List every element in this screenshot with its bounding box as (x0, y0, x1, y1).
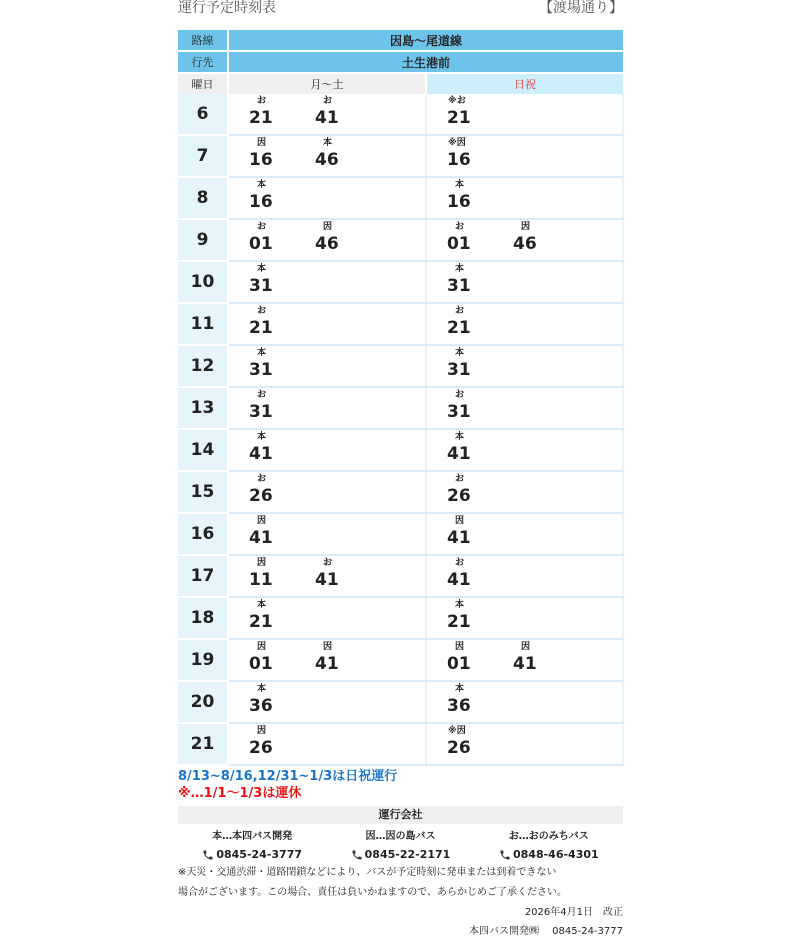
departure (249, 346, 315, 380)
departure-minute: 21 (447, 318, 471, 338)
departure (249, 556, 315, 590)
weekday-departures (228, 723, 426, 765)
operator-name: お…おのみちバス (508, 831, 589, 842)
operator-mark: 因 (521, 642, 531, 652)
page-title: 運行予定時刻表 (178, 0, 276, 16)
phone-icon (202, 849, 214, 861)
phone-icon (499, 849, 511, 861)
departure-minute: 31 (447, 276, 471, 296)
departure-minute: 01 (447, 654, 471, 674)
departure-minute: 21 (447, 108, 471, 128)
departure-minute: 21 (249, 318, 273, 338)
departure-minute: 46 (315, 234, 339, 254)
disclaimer (178, 863, 623, 903)
hour-cell: 17 (178, 555, 228, 597)
departure-minute: 41 (315, 570, 339, 590)
departure (315, 136, 381, 170)
hour-row (178, 429, 623, 471)
departure-minute: 21 (249, 108, 273, 128)
operator-mark: ※因 (448, 726, 466, 736)
departure (249, 430, 315, 464)
departure (447, 304, 513, 338)
operator-onomichi (499, 827, 599, 861)
holiday-departures (426, 261, 623, 303)
departure-minute: 16 (447, 192, 471, 212)
operator-mark: 因 (323, 642, 333, 652)
operator-mark: お (455, 390, 465, 400)
departure-minute: 01 (249, 234, 273, 254)
hour-cell: 6 (178, 94, 228, 135)
operator-innoshima (351, 827, 451, 861)
hour-row (178, 219, 623, 261)
departure-minute: 31 (249, 402, 273, 422)
weekday-departures (228, 345, 426, 387)
hour-cell: 15 (178, 471, 228, 513)
hour-cell: 9 (178, 219, 228, 261)
departure-minute: 41 (447, 528, 471, 548)
operator-mark: お (455, 222, 465, 232)
holiday-departures (426, 555, 623, 597)
operator-mark: お (257, 474, 267, 484)
operator-mark: お (257, 222, 267, 232)
weekday-departures (228, 555, 426, 597)
holiday-departures (426, 303, 623, 345)
departure-minute: 16 (249, 150, 273, 170)
departure-minute: 01 (249, 654, 273, 674)
destination-value: 土生港前 (228, 51, 623, 73)
weekday-departures (228, 597, 426, 639)
operators-list (178, 827, 623, 861)
departure (249, 94, 315, 128)
hour-row (178, 387, 623, 429)
departure-minute: 46 (315, 150, 339, 170)
departure-minute: 46 (513, 234, 537, 254)
timetable (178, 30, 624, 766)
departure (249, 724, 315, 758)
departure-minute: 26 (249, 738, 273, 758)
departure (249, 682, 315, 716)
hour-row (178, 723, 623, 765)
departure-minute: 21 (447, 612, 471, 632)
departure (447, 640, 513, 674)
departure (249, 514, 315, 548)
departure-minute: 41 (447, 570, 471, 590)
operators-header: 運行会社 (178, 806, 623, 824)
departure (249, 136, 315, 170)
holiday-operation-note: 8/13~8/16,12/31~1/3は日祝運行 (178, 769, 398, 784)
weekday-departures (228, 261, 426, 303)
holiday-departures (426, 177, 623, 219)
departure (447, 682, 513, 716)
operator-mark: 因 (257, 516, 267, 526)
operator-mark: 因 (521, 222, 531, 232)
departure (315, 640, 381, 674)
hour-row (178, 135, 623, 177)
hour-cell: 11 (178, 303, 228, 345)
operator-mark: 因 (323, 222, 333, 232)
operator-mark: お (455, 306, 465, 316)
holiday-departures (426, 471, 623, 513)
departure (249, 220, 315, 254)
operator-mark: 本 (455, 600, 465, 610)
holiday-departures (426, 429, 623, 471)
hour-row (178, 639, 623, 681)
operator-mark: お (257, 306, 267, 316)
hour-cell: 7 (178, 135, 228, 177)
operator-mark: ※因 (448, 138, 466, 148)
operator-mark: お (323, 558, 333, 568)
weekday-departures (228, 135, 426, 177)
title-row (178, 0, 623, 30)
operator-phone[interactable]: 0848-46-4301 (499, 848, 599, 861)
hour-row (178, 681, 623, 723)
weekday-departures (228, 639, 426, 681)
departure (447, 472, 513, 506)
departure-minute: 41 (513, 654, 537, 674)
hour-cell: 20 (178, 681, 228, 723)
operator-mark: 因 (257, 642, 267, 652)
operator-phone[interactable]: 0845-24-3777 (202, 848, 302, 861)
departure (315, 556, 381, 590)
departure (249, 472, 315, 506)
operator-mark: お (323, 96, 333, 106)
departure-minute: 31 (249, 360, 273, 380)
hour-row (178, 303, 623, 345)
departure-minute: 16 (249, 192, 273, 212)
operator-mark: 本 (455, 348, 465, 358)
operator-mark: 本 (455, 432, 465, 442)
operator-mark: 因 (257, 558, 267, 568)
operator-mark: 本 (455, 684, 465, 694)
suspension-note: ※…1/1～1/3は運休 (178, 786, 302, 801)
operator-mark: 因 (455, 516, 465, 526)
operator-mark: 本 (257, 432, 267, 442)
weekday-departures (228, 219, 426, 261)
weekday-departures (228, 471, 426, 513)
departure-minute: 31 (249, 276, 273, 296)
hour-row (178, 597, 623, 639)
hour-row (178, 471, 623, 513)
operator-mark: 本 (455, 264, 465, 274)
departure (249, 388, 315, 422)
hour-row (178, 345, 623, 387)
operator-mark: 本 (455, 180, 465, 190)
stop-name: 【渡場通り】 (539, 0, 623, 16)
timetable-body (178, 94, 623, 765)
publisher-info: 本四バス開発㈱ 0845-24-3777 (468, 926, 623, 937)
route-row (178, 30, 623, 51)
operator-mark: 本 (257, 600, 267, 610)
operator-mark: 因 (257, 726, 267, 736)
operator-mark: 本 (257, 264, 267, 274)
departure-minute: 01 (447, 234, 471, 254)
departure (447, 388, 513, 422)
departure-minute: 26 (249, 486, 273, 506)
operator-mark: ※お (448, 96, 466, 106)
route-value: 因島～尾道線 (228, 30, 623, 51)
hour-cell: 12 (178, 345, 228, 387)
disclaimer-line-2: 場合がございます。この場合、責任は負いかねますので、あらかじめご了承ください。 (178, 887, 567, 898)
departure-minute: 26 (447, 486, 471, 506)
departure-minute: 41 (249, 444, 273, 464)
operator-mark: 本 (257, 180, 267, 190)
departure-minute: 36 (249, 696, 273, 716)
holiday-departures (426, 513, 623, 555)
holiday-departures (426, 597, 623, 639)
hour-row (178, 94, 623, 135)
holiday-header: 日祝 (426, 73, 623, 94)
destination-label: 行先 (178, 51, 228, 73)
disclaimer-line-1: ※天災・交通渋滞・道路閉鎖などにより、バスが予定時刻に発車または到着できない (178, 867, 557, 878)
hour-row (178, 261, 623, 303)
hour-cell: 13 (178, 387, 228, 429)
departure (315, 220, 381, 254)
hour-cell: 21 (178, 723, 228, 765)
destination-row (178, 51, 623, 73)
holiday-departures (426, 387, 623, 429)
departure-minute: 41 (249, 528, 273, 548)
departure-minute: 31 (447, 402, 471, 422)
departure-minute: 41 (447, 444, 471, 464)
departure-minute: 41 (315, 654, 339, 674)
hour-row (178, 555, 623, 597)
day-header-row (178, 73, 623, 94)
hour-cell: 16 (178, 513, 228, 555)
timetable-page (178, 0, 623, 941)
departure (447, 136, 513, 170)
departure-minute: 41 (315, 108, 339, 128)
departure-minute: 26 (447, 738, 471, 758)
departure (249, 178, 315, 212)
operator-name: 因…因の島バス (365, 831, 436, 842)
departure (249, 598, 315, 632)
hour-cell: 8 (178, 177, 228, 219)
hour-cell: 19 (178, 639, 228, 681)
departure-minute: 21 (249, 612, 273, 632)
weekday-departures (228, 177, 426, 219)
holiday-departures (426, 94, 623, 135)
departure (447, 514, 513, 548)
weekday-departures (228, 429, 426, 471)
operator-name: 本…本四バス開発 (212, 831, 293, 842)
holiday-departures (426, 723, 623, 765)
operator-mark: お (257, 390, 267, 400)
departure (447, 430, 513, 464)
departure (513, 220, 579, 254)
departure (249, 640, 315, 674)
operator-mark: お (455, 474, 465, 484)
departure (249, 262, 315, 296)
hour-row (178, 513, 623, 555)
departure-minute: 16 (447, 150, 471, 170)
weekday-departures (228, 303, 426, 345)
operator-honshi (202, 827, 302, 861)
departure-minute: 36 (447, 696, 471, 716)
departure (447, 262, 513, 296)
revision-date: 2026年4月1日 改正 (524, 907, 623, 918)
departure (447, 724, 513, 758)
hour-cell: 18 (178, 597, 228, 639)
holiday-departures (426, 219, 623, 261)
operator-mark: お (455, 558, 465, 568)
departure (447, 598, 513, 632)
departure (513, 640, 579, 674)
hour-cell: 10 (178, 261, 228, 303)
departure (249, 304, 315, 338)
departure (447, 220, 513, 254)
operator-mark: 本 (323, 138, 333, 148)
weekday-header: 月～土 (228, 73, 426, 94)
weekday-departures (228, 94, 426, 135)
holiday-departures (426, 345, 623, 387)
departure (447, 178, 513, 212)
departure (447, 346, 513, 380)
phone-icon (351, 849, 363, 861)
departure (315, 94, 381, 128)
departure (447, 94, 513, 128)
departure-minute: 11 (249, 570, 273, 590)
operator-phone[interactable]: 0845-22-2171 (351, 848, 451, 861)
hour-row (178, 177, 623, 219)
holiday-departures (426, 681, 623, 723)
departure-minute: 31 (447, 360, 471, 380)
operator-mark: 本 (257, 684, 267, 694)
operator-mark: お (257, 96, 267, 106)
weekday-departures (228, 387, 426, 429)
operator-mark: 因 (455, 642, 465, 652)
weekday-departures (228, 681, 426, 723)
departure (447, 556, 513, 590)
operator-mark: 本 (257, 348, 267, 358)
weekday-departures (228, 513, 426, 555)
route-label: 路線 (178, 30, 228, 51)
holiday-departures (426, 135, 623, 177)
day-label: 曜日 (178, 73, 228, 94)
operator-mark: 因 (257, 138, 267, 148)
holiday-departures (426, 639, 623, 681)
hour-cell: 14 (178, 429, 228, 471)
